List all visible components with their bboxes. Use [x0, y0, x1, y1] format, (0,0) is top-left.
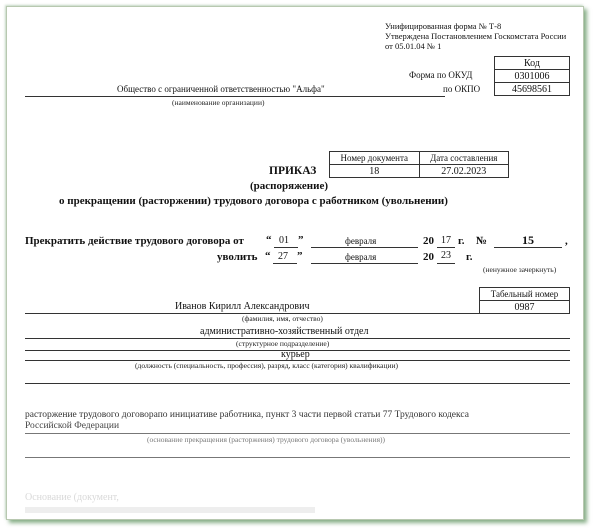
codes-head: Код [495, 57, 570, 70]
faded-text-block [25, 507, 315, 513]
document-page [6, 6, 584, 520]
docinfo-table [329, 151, 509, 178]
dismiss-month-line [311, 263, 418, 264]
dismiss-century: 20 [423, 251, 434, 263]
employee-name: Иванов Кирилл Александрович [175, 301, 310, 312]
position: курьер [281, 349, 310, 360]
contract-day-line [274, 247, 298, 248]
contract-comma: , [565, 235, 568, 247]
doc-number: 18 [330, 165, 420, 178]
okpo-value: 45698561 [495, 83, 570, 96]
dismiss-label: уволить [217, 251, 258, 263]
tab-number: 0987 [480, 301, 570, 314]
organization-caption: (наименование организации) [172, 98, 265, 107]
contract-number: 15 [522, 233, 534, 247]
position-line-2 [25, 383, 570, 384]
terminate-label: Прекратить действие трудового договора от [25, 235, 244, 247]
dismiss-day: 27 [278, 251, 288, 262]
dismiss-g: г. [466, 251, 473, 263]
grounds-caption: (основание прекращения (расторжения) трудового договора (увольнения)) [147, 435, 386, 444]
form-header-line2: Утверждена Постановлением Госкомстата России [385, 31, 567, 41]
dismiss-year: 23 [441, 250, 451, 261]
basis-document-label: Основание (документ, [25, 492, 119, 503]
contract-number-line [494, 247, 562, 248]
grounds-line1: расторжение трудового договорапо инициативе работника, пункт 3 части первой статьи 77 Трудового кодекса [25, 410, 469, 420]
contract-year: 17 [441, 235, 451, 246]
okud-label: Форма по ОКУД [409, 70, 473, 80]
contract-month: февраля [345, 236, 377, 246]
organization-name: Общество с ограниченной ответственностью "Альфа" [117, 84, 325, 94]
strike-note: (ненужное зачеркнуть) [483, 265, 557, 274]
dismiss-day-line [273, 263, 297, 264]
doc-date-header: Дата составления [419, 152, 509, 165]
contract-day: 01 [279, 235, 289, 246]
organization-line [25, 96, 445, 97]
terminate-quote-open: “ [266, 234, 272, 246]
codes-table [494, 56, 570, 96]
department-caption: (структурное подразделение) [236, 339, 330, 348]
terminate-quote-close: ” [298, 234, 304, 246]
grounds-line [25, 433, 570, 434]
order-subtitle: (распоряжение) [250, 180, 329, 192]
form-header-line1: Унифицированная форма № Т-8 [385, 21, 502, 31]
form-header-line3: от 05.01.04 № 1 [385, 41, 442, 51]
grounds-line2: Российской Федерации [25, 421, 120, 431]
dismiss-quote-open: “ [265, 250, 271, 262]
dismiss-month: февраля [345, 252, 377, 262]
dismiss-year-line [437, 263, 455, 264]
okud-value: 0301006 [495, 70, 570, 83]
dismiss-quote-close: ” [297, 250, 303, 262]
order-description: о прекращении (расторжении) трудового договора с работником (увольнении) [59, 195, 448, 207]
grounds-line-2 [25, 457, 570, 458]
contract-century: 20 [423, 235, 434, 247]
tab-number-table [479, 287, 570, 314]
contract-no-sign: № [476, 235, 488, 247]
doc-date: 27.02.2023 [419, 165, 509, 178]
department: административно-хозяйственный отдел [200, 326, 369, 337]
contract-g: г. [458, 235, 465, 247]
employee-name-caption: (фамилия, имя, отчество) [242, 314, 323, 323]
position-caption: (должность (специальность, профессия), разряд, класс (категория) квалификации) [135, 361, 399, 370]
order-title: ПРИКАЗ [269, 165, 317, 177]
contract-year-line [437, 247, 455, 248]
okpo-label: по ОКПО [443, 84, 481, 94]
contract-month-line [311, 247, 418, 248]
tab-number-header: Табельный номер [480, 288, 570, 301]
doc-number-header: Номер документа [330, 152, 420, 165]
